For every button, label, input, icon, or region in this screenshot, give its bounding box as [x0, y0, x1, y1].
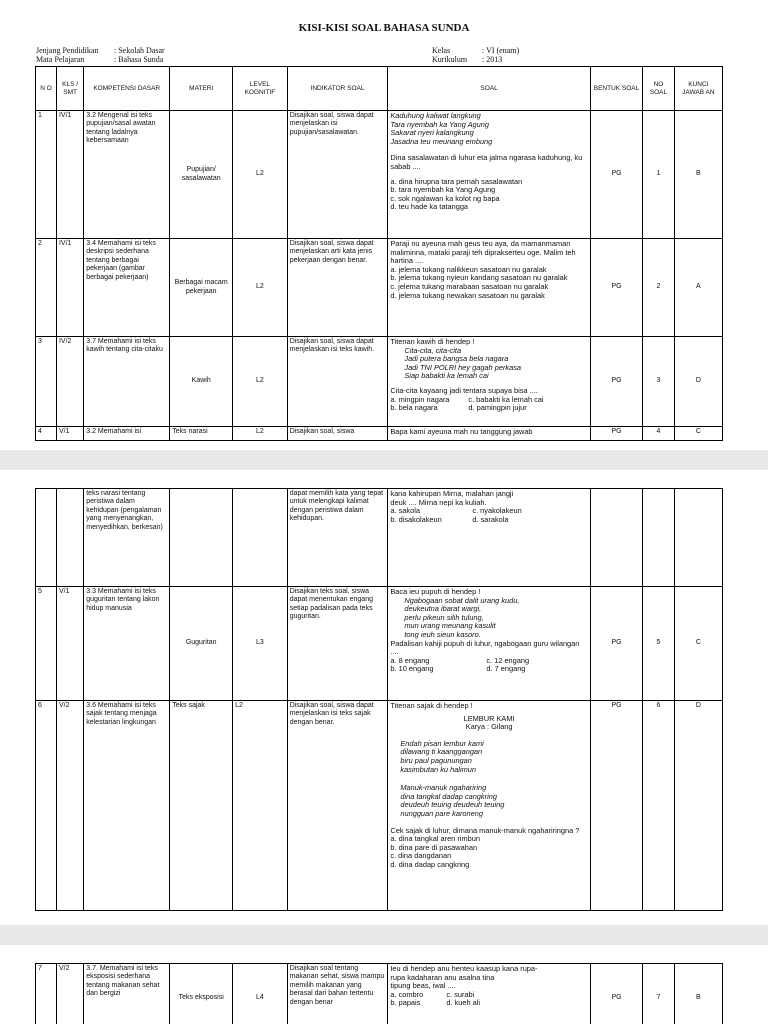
- cell-kls: V/1: [56, 587, 83, 701]
- cell-kls: IV/2: [56, 337, 83, 427]
- option-d: d. teu hade ka tatangga: [390, 202, 469, 212]
- header-kls: KLS / SMT: [56, 67, 83, 111]
- cell-materi: Pupujian/ sasalawatan: [170, 111, 233, 239]
- option-b: b. disakolakeun: [390, 514, 442, 524]
- cell-indikator: Disajikan soal, siswa dapat menjelaskan isi teks sajak dengan benar.: [287, 701, 388, 911]
- jenjang-value: : Sekolah Dasar: [114, 46, 165, 55]
- option-b: b. papais: [390, 998, 421, 1008]
- option-d: d. dina dadap cangkring: [390, 859, 470, 869]
- poem-line: perlu pikeun silih tulung,: [404, 612, 484, 622]
- option-d: d. jelema tukang newakan sasatoan nu garalak: [390, 290, 545, 300]
- poem-line: kasimbutan ku halimun: [400, 764, 476, 774]
- cell-kunci: C: [674, 427, 722, 441]
- option-b: b. tara nyembah ka Yang Agung: [390, 185, 496, 195]
- header-indikator: INDIKATOR SOAL: [287, 67, 388, 111]
- kurikulum-value: : 2013: [482, 55, 503, 64]
- question-text: Cek sajak di luhur, dimana manuk-manuk ngahariringna ?: [390, 825, 580, 835]
- soal-line: deuk .... Mirna nepi ka kuliah.: [390, 497, 487, 507]
- table-row: [36, 111, 723, 239]
- header-level: LEVEL KOGNITIF: [233, 67, 288, 111]
- option-b: b. jelema tukang nyieun kandang sasatoan nu garalak: [390, 273, 568, 283]
- cell-level: L2: [233, 239, 288, 337]
- cell-nosoal: 6: [643, 701, 674, 911]
- cell-no: 1: [36, 111, 57, 239]
- cell-level: L2: [233, 337, 288, 427]
- header-materi: MATERI: [170, 67, 233, 111]
- cell-kls: IV/1: [56, 239, 83, 337]
- option-c: c. dina dangdanan: [390, 851, 452, 861]
- meta-right: [432, 46, 519, 64]
- poem-line: nungguan pare karoneng: [400, 808, 483, 818]
- cell-soal: [388, 239, 590, 337]
- cell-no: 3: [36, 337, 57, 427]
- poem-line: dilawang ti kaanggangan: [400, 747, 483, 757]
- cell-soal: [388, 489, 590, 587]
- header-soal: SOAL: [388, 67, 590, 111]
- poem-title: LEMBUR KAMI: [463, 713, 515, 723]
- poem-line: dina tangkal dadap cangkring: [400, 791, 497, 801]
- option-c: c. 12 engang: [486, 655, 530, 665]
- option-d: d. kueh ali: [446, 998, 481, 1008]
- cell-materi: Teks sajak: [170, 701, 233, 911]
- poem-line: Sakarat nyeri kalangkung: [390, 128, 474, 138]
- cell-indikator: Disajikan soal, siswa dapat menjelaskan isi teks kawih.: [287, 337, 388, 427]
- cell-bentuk: PG: [590, 337, 642, 427]
- cell-kunci: B: [674, 964, 722, 1024]
- kurikulum-label: Kurikulum: [432, 55, 468, 64]
- poem-line: Kaduhung kaliwat langkung: [390, 111, 481, 120]
- cell-level: L3: [233, 587, 288, 701]
- cell-nosoal: 7: [643, 964, 674, 1024]
- cell-indikator: dapat memilih kata yang tepat untuk melengkapi kalimat dengan peristiwa dalam kehidupan.: [287, 489, 388, 587]
- poem-line: mun urang meunang kasulit: [404, 621, 496, 631]
- page-sheet-1: [0, 0, 768, 450]
- cell-kunci: D: [674, 701, 722, 911]
- table-row: [36, 964, 723, 1024]
- cell-bentuk: PG: [590, 587, 642, 701]
- mapel-value: : Bahasa Sunda: [114, 55, 164, 64]
- cell-kd: 3.7. Memahami isi teks eksposisi sederhana tentang makanan sehat dan bergizi: [84, 964, 170, 1024]
- lead-text: Baca ieu pupuh di hendep !: [390, 587, 481, 596]
- cell-bentuk: PG: [590, 701, 642, 911]
- header-kd: KOMPETENSI DASAR: [84, 67, 170, 111]
- cell-kunci: B: [674, 111, 722, 239]
- meta-left: [36, 46, 165, 64]
- cell-level: L4: [233, 964, 288, 1024]
- cell-kls: IV/1: [56, 111, 83, 239]
- poem-line: Jadi TNI POLRI hey gagah perkasa: [404, 362, 522, 372]
- soal-line: rupa kadaharan anu asalna tina: [390, 972, 495, 982]
- option-c: c. surabi: [446, 989, 475, 999]
- cell-kd: 3.7 Memahami isi teks kawih tentang cita-citaku: [84, 337, 170, 427]
- cell-indikator: Disajikan soal tentang makanan sehat, siswa mampu memilih makanan yang berasal dari bahan tertentu dengan benar: [287, 964, 388, 1024]
- cell-soal: [388, 111, 590, 239]
- kisi-table-3: [35, 963, 723, 1024]
- poem-line: Manuk-manuk ngahariring: [400, 783, 487, 793]
- header-kunci: KUNCI JAWAB AN: [674, 67, 722, 111]
- kisi-table-1: [35, 66, 723, 441]
- jenjang-label: Jenjang Pendidikan: [36, 46, 99, 55]
- cell-soal: [388, 587, 590, 701]
- cell-bentuk: PG: [590, 239, 642, 337]
- page-sheet-3: [0, 945, 768, 1024]
- soal-line: Ieu di hendep anu henteu kaasup kana rupa-: [390, 964, 538, 973]
- page-sheet-2: [0, 470, 768, 925]
- cell-no: 4: [36, 427, 57, 441]
- poem-line: Endah pisan lembur kami: [400, 738, 484, 748]
- cell-level: L2: [233, 111, 288, 239]
- question-text: Paraji nu ayeuna mah geus teu aya, da mamanmaman maliminna, mataki paraji teh diprakserteu oge. Malim teh hartina ....: [390, 239, 578, 266]
- kelas-value: : VI (enam): [482, 46, 520, 55]
- question-text: Padalisan kahiji pupuh di luhur, ngabogaan guru wilangan ....: [390, 638, 582, 657]
- cell-soal: Bapa kami ayeuna mah nu tanggung jawab: [388, 427, 590, 441]
- table-row: [36, 239, 723, 337]
- cell-soal: [388, 964, 590, 1024]
- cell-no: 6: [36, 701, 57, 911]
- cell-materi: Teks narasi: [170, 427, 233, 441]
- poem-line: deudeuh teuing deudeuh teuing: [400, 800, 505, 810]
- cell-bentuk: PG: [590, 964, 642, 1024]
- cell-bentuk: PG: [590, 427, 642, 441]
- kelas-label: Kelas: [432, 46, 451, 55]
- option-c: c. sok ngalawan ka kolot ng bapa: [390, 193, 500, 203]
- mapel-label: Mata Pelajaran: [36, 55, 85, 64]
- soal-line: kana kahirupan Mirna, malahan jangji: [390, 489, 514, 498]
- cell-kunci: D: [674, 337, 722, 427]
- option-d: d. 7 engang: [486, 664, 526, 674]
- cell-no: 5: [36, 587, 57, 701]
- cell-nosoal: 4: [643, 427, 674, 441]
- header-no: N O: [36, 67, 57, 111]
- option-b: b. bela nagara: [390, 403, 438, 413]
- cell-kls: V/1: [56, 427, 83, 441]
- cell-kunci: C: [674, 587, 722, 701]
- cell-kd: 3.2 Memahami isi: [84, 427, 170, 441]
- cell-kd: teks narasi tentang peristiwa dalam kehidupan (pengalaman yang menyenangkan, menyedihkan, berkesan): [84, 489, 170, 587]
- poem-line: Siap babakti ka lemah cai: [404, 371, 489, 381]
- option-c: c. nyakolakeun: [472, 506, 522, 516]
- option-c: c. jelema tukang marabaan sasatoan nu garalak: [390, 281, 549, 291]
- option-d: d. pamingpin jujur: [468, 403, 527, 413]
- cell-level: L2: [233, 427, 288, 441]
- poem-line: biru paul pagunungan: [400, 755, 472, 765]
- cell-kls: V/2: [56, 964, 83, 1024]
- option-a: a. combro: [390, 989, 424, 999]
- header-nosoal: NO SOAL: [643, 67, 674, 111]
- option-d: d. sarakola: [472, 514, 509, 524]
- cell-indikator: Disajikan teks soal, siswa dapat menentukan engang setiap padalisan pada teks guguritan.: [287, 587, 388, 701]
- option-b: b. 10 engang: [390, 664, 434, 674]
- cell-bentuk: PG: [590, 111, 642, 239]
- table-header-row: [36, 67, 723, 111]
- kisi-table-2: [35, 488, 723, 911]
- option-c: c. babakti ka lemah cai: [468, 394, 544, 404]
- cell-kunci: A: [674, 239, 722, 337]
- cell-materi: Teks eksposisi: [170, 964, 233, 1024]
- cell-no: 7: [36, 964, 57, 1024]
- cell-indikator: Disajikan soal, siswa dapat menjelaskan isi pupujian/sasalawatan.: [287, 111, 388, 239]
- cell-no: 2: [36, 239, 57, 337]
- cell-soal: [388, 701, 590, 911]
- poem-author: Karya : Gilang: [465, 722, 513, 732]
- cell-soal: [388, 337, 590, 427]
- cell-kls: V/2: [56, 701, 83, 911]
- poem-line: Cita-cita, cita-cita: [404, 345, 462, 355]
- poem-line: Jadi putera bangsa bela nagara: [404, 354, 509, 364]
- poem-line: deukeutna ibarat wargi,: [404, 604, 482, 614]
- option-a: a. dina hirupna tara pernah sasalawatan: [390, 176, 523, 186]
- question-text: Cita-cita kayaang jadi tentara supaya bisa ....: [390, 385, 538, 395]
- lead-text: Titenan sajak di hendep !: [390, 701, 473, 710]
- cell-nosoal: 3: [643, 337, 674, 427]
- cell-nosoal: 1: [643, 111, 674, 239]
- cell-kd: 3.6 Memahami isi teks sajak tentang menjaga kelestarian lingkungan: [84, 701, 170, 911]
- table-row-continued: [36, 489, 723, 587]
- soal-line: tipung beas, iwal ....: [390, 981, 456, 991]
- option-a: a. 8 engang: [390, 655, 430, 665]
- cell-kd: 3.3 Memahami isi teks guguritan tentang lakon hidup manusia: [84, 587, 170, 701]
- lead-text: Titenan kawih di hendep !: [390, 337, 475, 346]
- option-a: a. jelema tukang nalikkeun sasatoan nu garalak: [390, 264, 547, 274]
- cell-indikator: Disajikan soal, siswa dapat menjelaskan arti kata jenis pekerjaan dengan benar.: [287, 239, 388, 337]
- option-a: a. sakola: [390, 506, 420, 516]
- cell-nosoal: 2: [643, 239, 674, 337]
- cell-materi: Kawih: [170, 337, 233, 427]
- cell-nosoal: 5: [643, 587, 674, 701]
- table-row: [36, 587, 723, 701]
- table-row: [36, 701, 723, 911]
- cell-level: L2: [233, 701, 288, 911]
- cell-materi: Berbagai macam pekerjaan: [170, 239, 233, 337]
- cell-kd: 3.2 Mengenal isi teks pupujian/sasal awatan tentang ladalnya kebersamaan: [84, 111, 170, 239]
- option-a: a. dina tangkal aren rimbun: [390, 834, 480, 844]
- table-row: [36, 337, 723, 427]
- cell-indikator: Disajikan soal, siswa: [287, 427, 388, 441]
- poem-line: Jasadna teu meunang embung: [390, 136, 493, 146]
- cell-kd: 3.4 Memahami isi teks deskripsi sederhana tentang berbagai pekerjaan (gambar berbagai pekerjaan): [84, 239, 170, 337]
- poem-line: Ngabogaan sobat dalit urang kudu,: [404, 595, 520, 605]
- table-row: [36, 427, 723, 441]
- cell-materi: Guguritan: [170, 587, 233, 701]
- option-b: b. dina pare di pasawahan: [390, 842, 478, 852]
- poem-line: tong ieuh sieun kasoro.: [404, 629, 481, 639]
- poem-line: Tara nyembah ka Yang Agung: [390, 119, 489, 129]
- document-title: KISI-KISI SOAL BAHASA SUNDA: [298, 22, 470, 34]
- header-bentuk: BENTUK SOAL: [590, 67, 642, 111]
- question-text: Dina sasalawatan di luhur eta jalma ngarasa kaduhung, ku sabab ....: [390, 153, 585, 171]
- option-a: a. mingpin nagara: [390, 394, 450, 404]
